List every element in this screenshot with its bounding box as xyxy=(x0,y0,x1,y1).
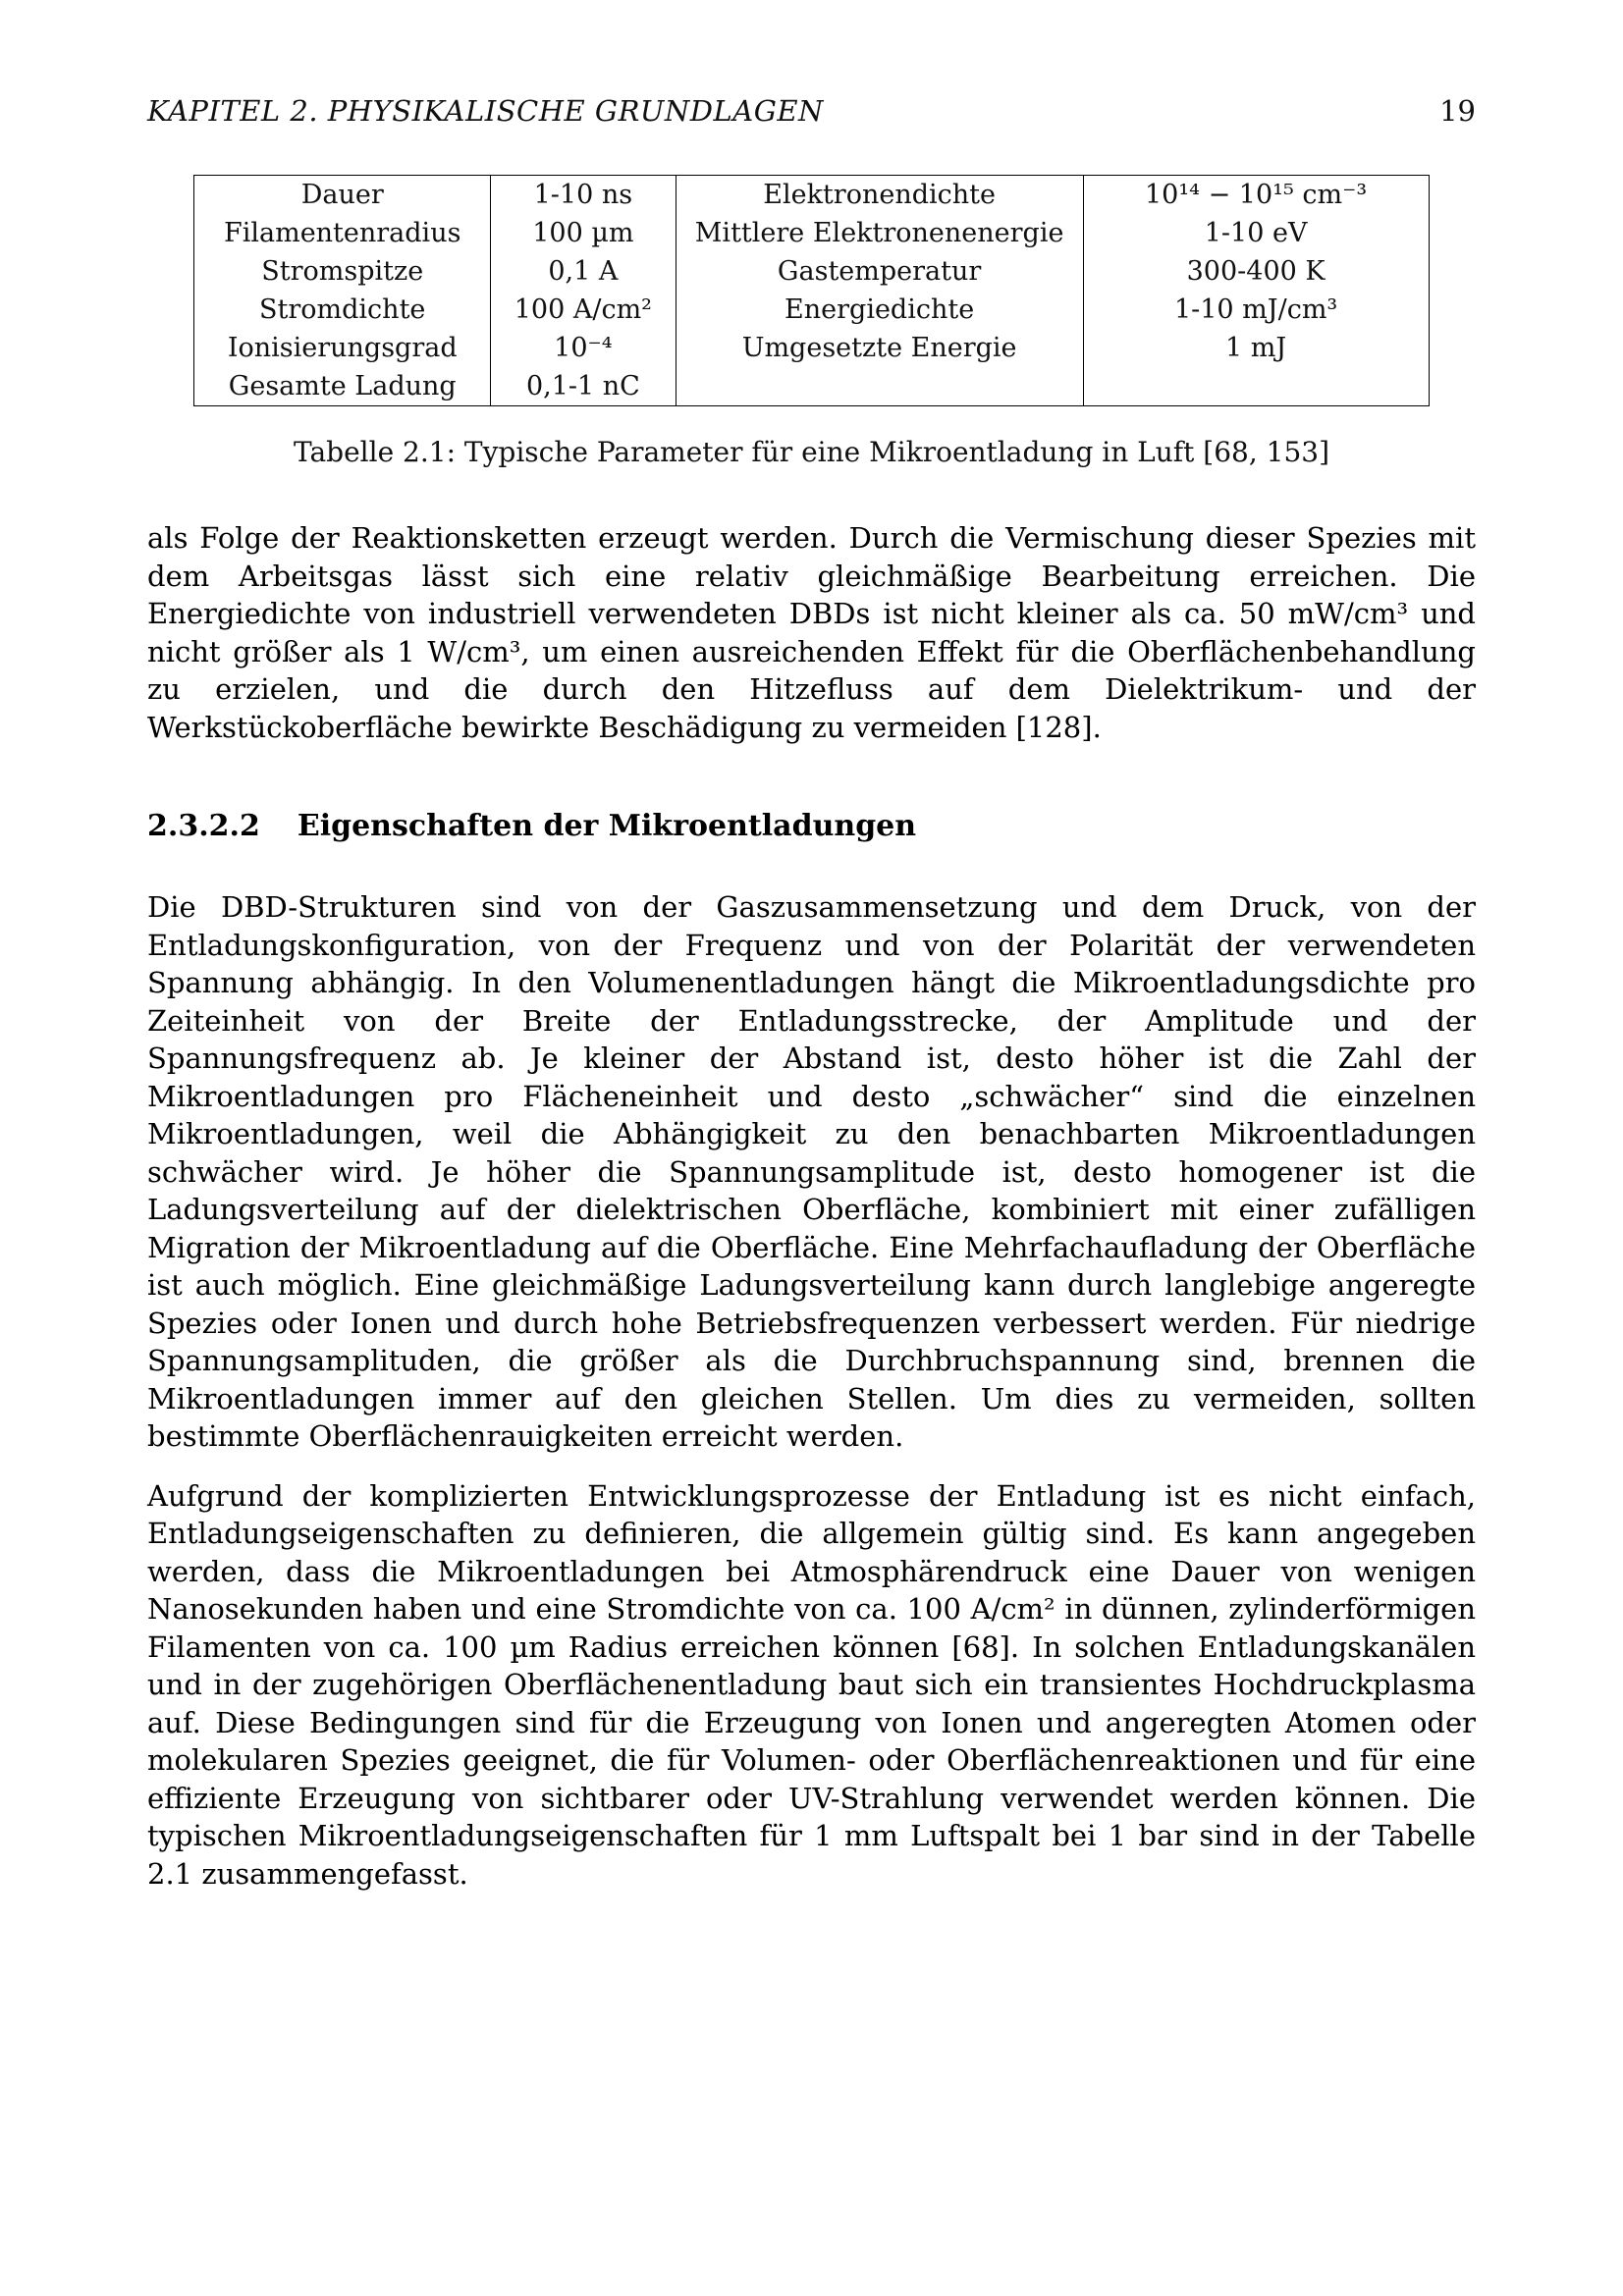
table-cell-label: Dauer xyxy=(194,176,491,215)
table-cell-value: 100 A/cm² xyxy=(491,291,676,329)
parameter-table-body xyxy=(194,176,1429,406)
table-cell-value: 10⁻⁴ xyxy=(491,329,676,367)
table-cell-value: 300-400 K xyxy=(1083,252,1429,291)
table-cell-value: 100 µm xyxy=(491,214,676,252)
table-cell-label: Energiedichte xyxy=(676,291,1083,329)
table-cell-value: 1-10 mJ/cm³ xyxy=(1083,291,1429,329)
table-row xyxy=(194,329,1429,367)
table-cell-value: 1-10 eV xyxy=(1083,214,1429,252)
table-cell-value: 10¹⁴ − 10¹⁵ cm⁻³ xyxy=(1083,176,1429,215)
parameter-table xyxy=(193,175,1429,406)
page-number: 19 xyxy=(1439,94,1476,128)
table-cell-label: Gesamte Ladung xyxy=(194,367,491,406)
table-row xyxy=(194,214,1429,252)
table-caption: Tabelle 2.1: Typische Parameter für eine Mikroentladung in Luft [68, 153] xyxy=(293,436,1330,468)
section-number: 2.3.2.2 xyxy=(147,809,260,843)
table-cell-label: Ionisierungsgrad xyxy=(194,329,491,367)
table-cell-label xyxy=(676,367,1083,406)
table-cell-label: Filamentenradius xyxy=(194,214,491,252)
body-paragraph-2: Die DBD-Strukturen sind von der Gaszusammensetzung und dem Druck, von der Entladungskonfiguration, von der Frequenz und von der Polarität der verwendeten Spannung abhängig. In den Volumenentladungen hängt die Mikroentladungsdichte pro Zeiteinheit von der Breite der Entladungsstrecke, der Amplitude und der Spannungsfrequenz ab. Je kleiner der Abstand ist, desto höher ist die Zahl der Mikroentladungen pro Flächeneinheit und desto „schwächer“ sind die einzelnen Mikroentladungen, weil die Abhängigkeit zu den benachbarten Mikroentladungen schwächer wird. Je höher die Spannungsamplitude ist, desto homogener ist die Ladungsverteilung auf der dielektrischen Oberfläche, kombiniert mit einer zufälligen Migration der Mikroentladung auf die Oberfläche. Eine Mehrfachaufladung der Oberfläche ist auch möglich. Eine gleichmäßige Ladungsverteilung kann durch langlebige angeregte Spezies oder Ionen und durch hohe Betriebsfrequenzen verbessert werden. Für niedrige Spannungsamplituden, die größer als die Durchbruchspannung sind, brennen die Mikroentladungen immer auf den gleichen Stellen. Um dies zu vermeiden, sollten bestimmte Oberflächenrauigkeiten erreicht werden. xyxy=(147,890,1476,1453)
table-cell-label: Stromspitze xyxy=(194,252,491,291)
table-cell-label: Gastemperatur xyxy=(676,252,1083,291)
body-paragraph-1: als Folge der Reaktionsketten erzeugt werden. Durch die Vermischung dieser Spezies mit dem Arbeitsgas lässt sich eine relativ gleichmäßige Bearbeitung erreichen. Die Energiedichte von industriell verwendeten DBDs ist nicht kleiner als ca. 50 mW/cm³ und nicht größer als 1 W/cm³, um einen ausreichenden Effekt für die Oberflächenbehandlung zu erzielen, und die durch den Hitzefluss auf dem Dielektrikum- und der Werkstückoberfläche bewirkte Beschädigung zu vermeiden [128]. xyxy=(147,521,1476,744)
table-cell-value xyxy=(1083,367,1429,406)
table-cell-label: Elektronendichte xyxy=(676,176,1083,215)
table-cell-value: 0,1 A xyxy=(491,252,676,291)
section-heading xyxy=(147,809,1476,843)
table-row xyxy=(194,367,1429,406)
table-cell-label: Umgesetzte Energie xyxy=(676,329,1083,367)
running-chapter-title: KAPITEL 2. PHYSIKALISCHE GRUNDLAGEN xyxy=(147,94,824,128)
table-cell-value: 0,1-1 nC xyxy=(491,367,676,406)
page-header xyxy=(147,94,1476,128)
table-cell-value: 1 mJ xyxy=(1083,329,1429,367)
section-title: Eigenschaften der Mikroentladungen xyxy=(297,809,917,843)
table-row xyxy=(194,176,1429,215)
body-paragraph-3: Aufgrund der komplizierten Entwicklungsprozesse der Entladung ist es nicht einfach, Entladungseigenschaften zu definieren, die allgemein gültig sind. Es kann angegeben werden, dass die Mikroentladungen bei Atmosphärendruck eine Dauer von wenigen Nanosekunden haben und eine Stromdichte von ca. 100 A/cm² in dünnen, zylinderförmigen Filamenten von ca. 100 µm Radius erreichen können [68]. In solchen Entladungskanälen und in der zugehörigen Oberflächenentladung baut sich ein transientes Hochdruckplasma auf. Diese Bedingungen sind für die Erzeugung von Ionen und angeregten Atomen oder molekularen Spezies geeignet, die für Volumen- oder Oberflächenreaktionen und für eine effiziente Erzeugung von sichtbarer oder UV-Strahlung verwendet werden können. Die typischen Mikroentladungseigenschaften für 1 mm Luftspalt bei 1 bar sind in der Tabelle 2.1 zusammengefasst. xyxy=(147,1478,1476,1891)
table-row xyxy=(194,291,1429,329)
table-cell-label: Mittlere Elektronenenergie xyxy=(676,214,1083,252)
table-cell-value: 1-10 ns xyxy=(491,176,676,215)
table-row xyxy=(194,252,1429,291)
table-cell-label: Stromdichte xyxy=(194,291,491,329)
